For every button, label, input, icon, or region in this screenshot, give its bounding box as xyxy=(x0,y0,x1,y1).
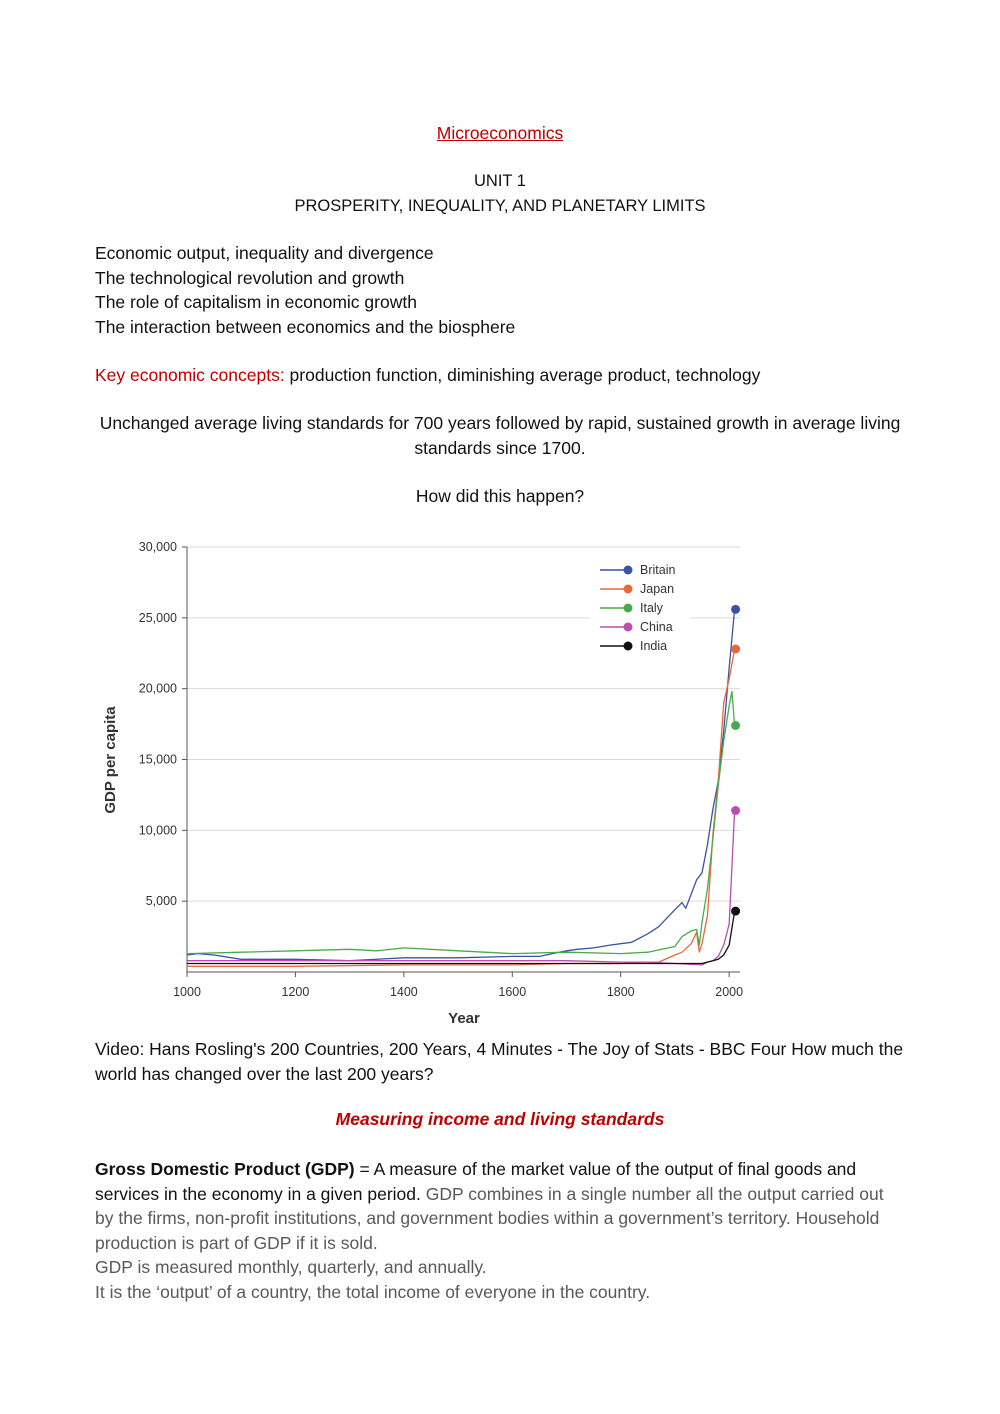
legend-label: Japan xyxy=(640,582,675,596)
key-concepts-text: production function, diminishing average product, technology xyxy=(284,365,761,385)
gdp-def-text: = A measure of the market value of the output of final goods and services in the economy in a given period. xyxy=(95,1159,857,1204)
legend-label: Britain xyxy=(640,563,676,577)
x-tick-label: 1600 xyxy=(498,985,527,999)
key-concepts xyxy=(95,363,760,388)
series-line-britain xyxy=(187,609,735,960)
topic-item: The interaction between economics and the biosphere xyxy=(95,316,516,337)
legend-label: India xyxy=(640,639,668,653)
intro-paragraph: Unchanged average living standards for 700 years followed by rapid, sustained growth in average living standards since 1700. xyxy=(99,413,901,458)
legend-swatch-dot xyxy=(624,604,633,613)
title-link[interactable]: Microeconomics xyxy=(436,123,564,143)
legend-swatch-dot xyxy=(624,585,633,594)
legend-swatch-dot xyxy=(624,642,633,651)
y-axis-label: GDP per capita xyxy=(102,706,119,814)
y-tick-label: 20,000 xyxy=(138,681,177,696)
x-tick-label: 1200 xyxy=(281,985,310,999)
gdp-output: It is the ‘output’ of a country, the total income of everyone in the country. xyxy=(95,1281,651,1302)
series-endpoint-japan xyxy=(731,645,740,654)
series-line-china xyxy=(187,811,735,965)
y-tick-label: 5,000 xyxy=(145,894,177,909)
y-tick-label: 25,000 xyxy=(138,610,177,625)
x-tick-label: 1000 xyxy=(173,985,201,999)
series-line-japan xyxy=(187,649,735,966)
topic-item: The technological revolution and growth xyxy=(95,267,405,288)
topic-item: Economic output, inequality and divergence xyxy=(95,243,434,263)
series-endpoint-india xyxy=(731,907,740,916)
x-tick-label: 1400 xyxy=(389,985,418,999)
y-tick-label: 15,000 xyxy=(138,752,177,767)
series-endpoint-china xyxy=(731,806,740,815)
legend-swatch-dot xyxy=(624,623,633,632)
section-heading: Measuring income and living standards xyxy=(335,1109,665,1129)
x-axis-label: Year xyxy=(448,1010,480,1027)
legend-label: Italy xyxy=(640,601,663,615)
key-concepts-label: Key economic concepts: xyxy=(95,365,285,385)
y-tick-label: 30,000 xyxy=(138,540,177,554)
topic-item: The role of capitalism in economic growth xyxy=(95,292,417,312)
gdp-definition xyxy=(95,1157,905,1255)
unit-number: UNIT 1 xyxy=(474,172,526,190)
gdp-frequency: GDP is measured monthly, quarterly, and annually. xyxy=(95,1257,487,1277)
y-tick-label: 10,000 xyxy=(138,823,177,838)
x-tick-label: 1800 xyxy=(606,985,635,999)
series-line-italy xyxy=(187,692,735,954)
topic-list xyxy=(95,241,515,339)
series-endpoint-britain xyxy=(731,605,740,614)
video-paragraph: Video: Hans Rosling's 200 Countries, 200 Years, 4 Minutes - The Joy of Stats - BBC Four How much the world has changed over the last 200 years? xyxy=(95,1039,904,1084)
legend-label: China xyxy=(640,620,673,634)
gdp-more-text: GDP combines in a single number all the output carried out by the firms, non-profit institutions, and government bodies within a government’s territory. Household production is part of GDP if it is sold. xyxy=(95,1183,884,1253)
unit-heading xyxy=(95,169,905,218)
gdp-term: Gross Domestic Product (GDP) xyxy=(95,1159,355,1179)
series-line-india xyxy=(187,911,735,963)
x-tick-label: 2000 xyxy=(715,985,744,999)
chart-legend xyxy=(590,558,690,656)
chart-series xyxy=(187,605,740,966)
document-title xyxy=(95,121,905,146)
gdp-paragraph xyxy=(95,1157,905,1304)
legend-swatch-dot xyxy=(624,566,633,575)
unit-title: PROSPERITY, INEQUALITY, AND PLANETARY LIMITS xyxy=(294,196,706,215)
series-endpoint-italy xyxy=(731,721,740,730)
gdp-per-capita-chart xyxy=(95,530,755,1030)
question-text: How did this happen? xyxy=(415,486,585,506)
